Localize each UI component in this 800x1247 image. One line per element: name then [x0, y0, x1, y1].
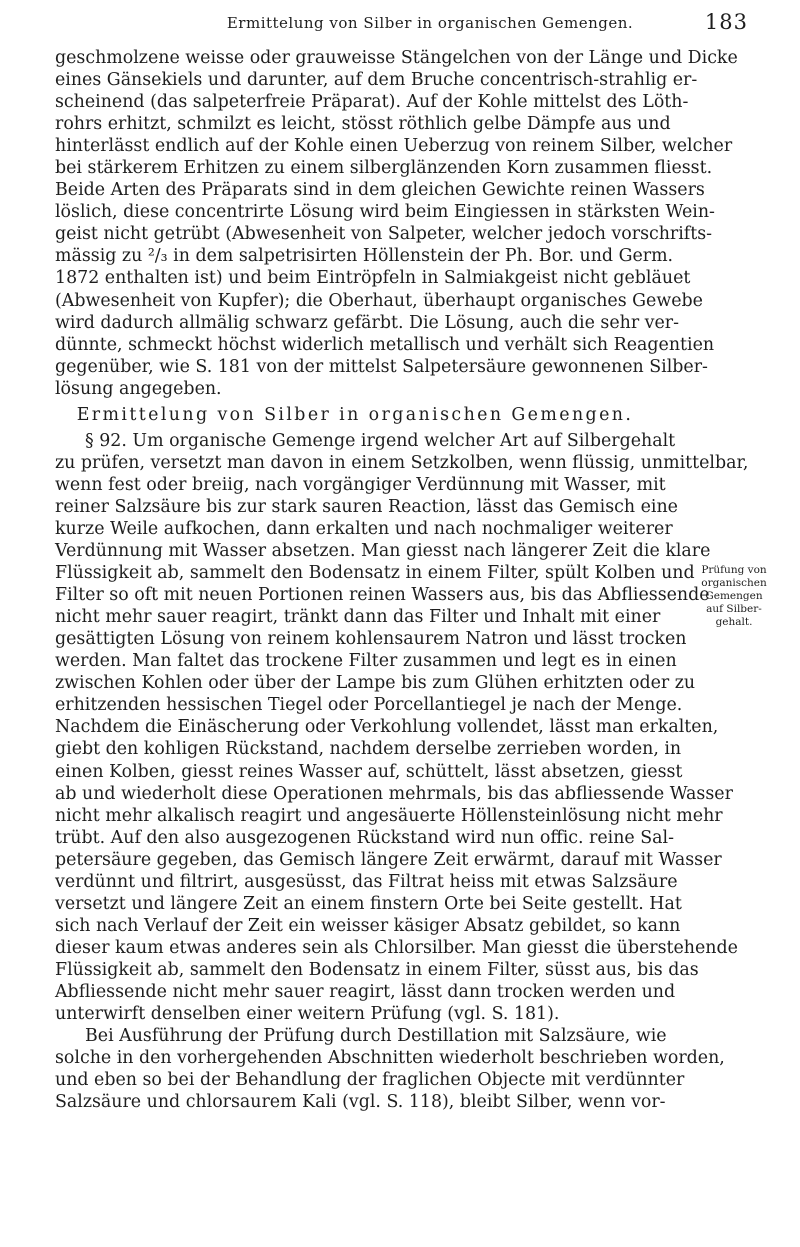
text-line: mässig zu ²/₃ in dem salpetrisirten Höllenstein der Ph. Bor. und Germ. — [55, 246, 674, 267]
text-line: Flüssigkeit ab, sammelt den Bodensatz in einem Filter, spült Kolben und — [55, 563, 695, 584]
text-line: und eben so bei der Behandlung der fraglichen Objecte mit verdünnter — [55, 1070, 685, 1091]
text-line: gesättigten Lösung von reinem kohlensaurem Natron und lässt trocken — [55, 629, 687, 650]
text-line: lösung angegeben. — [55, 378, 222, 399]
text-line: eines Gänsekiels und darunter, auf dem Bruche concentrisch-strahlig er- — [55, 70, 698, 91]
text-line: versetzt und längere Zeit an einem finstern Orte bei Seite gestellt. Hat — [55, 893, 682, 914]
text-line: nicht mehr alkalisch reagirt und angesäuerte Höllensteinlösung nicht mehr — [55, 805, 723, 826]
text-line: bei stärkerem Erhitzen zu einem silberglänzenden Korn zusammen fliesst. — [55, 158, 713, 179]
text-line: Nachdem die Einäscherung oder Verkohlung vollendet, lässt man erkalten, — [55, 717, 719, 738]
text-line: Salzsäure und chlorsaurem Kali (vgl. S. 118), bleibt Silber, wenn vor- — [55, 1092, 666, 1113]
text-line: reiner Salzsäure bis zur stark sauren Reaction, lässt das Gemisch eine — [55, 496, 678, 517]
paragraph-1 — [55, 47, 738, 400]
text-line: ab und wiederholt diese Operationen mehrmals, bis das abfliessende Wasser — [55, 783, 733, 804]
text-line: Filter so oft mit neuen Portionen reinen Wassers aus, bis das Abfliessende — [55, 585, 710, 606]
text-line: solche in den vorhergehenden Abschnitten wiederholt beschrieben worden, — [55, 1048, 725, 1069]
paragraph-3 — [55, 1025, 725, 1113]
text-line: 1872 enthalten ist) und beim Eintröpfeln in Salmiakgeist nicht gebläuet — [55, 268, 691, 289]
text-line: trübt. Auf den also ausgezogenen Rückstand wird nun offic. reine Sal- — [55, 827, 674, 848]
text-line: einen Kolben, giesst reines Wasser auf, schüttelt, lässt absetzen, giesst — [55, 761, 683, 782]
text-line: sich nach Verlauf der Zeit ein weisser käsiger Absatz gebildet, so kann — [55, 915, 681, 936]
text-line: unterwirft denselben einer weitern Prüfung (vgl. S. 181). — [55, 1004, 560, 1025]
text-line: erhitzenden hessischen Tiegel oder Porcellantiegel je nach der Menge. — [55, 695, 683, 716]
text-line: (Abwesenheit von Kupfer); die Oberhaut, überhaupt organisches Gewebe — [55, 290, 703, 311]
text-line: löslich, diese concentrirte Lösung wird beim Eingiessen in stärksten Wein- — [55, 202, 715, 223]
text-line: wird dadurch allmälig schwarz gefärbt. Die Lösung, auch die sehr ver- — [55, 312, 679, 333]
section-heading: Ermittelung von Silber in organischen Gemengen. — [76, 404, 634, 425]
running-title: Ermittelung von Silber in organischen Gemengen. — [226, 14, 634, 32]
marginal-note-line: auf Silber- — [706, 603, 762, 615]
text-line: dieser kaum etwas anderes sein als Chlorsilber. Man giesst die überstehende — [55, 937, 738, 958]
marginal-note-line: Prüfung von — [701, 564, 767, 576]
text-line: wenn fest oder breiig, nach vorgängiger Verdünnung mit Wasser, mit — [55, 474, 666, 495]
text-line: petersäure gegeben, das Gemisch längere Zeit erwärmt, darauf mit Wasser — [55, 849, 722, 870]
text-line: werden. Man faltet das trockene Filter zusammen und legt es in einen — [55, 651, 677, 672]
text-line: Bei Ausführung der Prüfung durch Destillation mit Salzsäure, wie — [85, 1026, 667, 1047]
text-line: kurze Weile aufkochen, dann erkalten und nach nochmaliger weiterer — [55, 518, 673, 539]
text-line: hinterlässt endlich auf der Kohle einen Ueberzug von reinem Silber, welcher — [55, 136, 733, 157]
text-line: giebt den kohligen Rückstand, nachdem derselbe zerrieben worden, in — [55, 739, 682, 760]
text-line: dünnte, schmeckt höchst widerlich metallisch und verhält sich Reagentien — [55, 334, 715, 355]
text-line: nicht mehr sauer reagirt, tränkt dann das Filter und Inhalt mit einer — [55, 607, 661, 628]
text-line: Verdünnung mit Wasser absetzen. Man giesst nach längerer Zeit die klare — [55, 541, 711, 562]
text-line: zwischen Kohlen oder über der Lampe bis zum Glühen erhitzten oder zu — [55, 673, 696, 694]
text-line: scheinend (das salpeterfreie Präparat). Auf der Kohle mittelst des Löth- — [55, 92, 689, 113]
text-line: Abfliessende nicht mehr sauer reagirt, lässt dann trocken werden und — [55, 981, 676, 1002]
page-number: 183 — [704, 10, 748, 34]
text-line: gegenüber, wie S. 181 von der mittelst Salpetersäure gewonnenen Silber- — [55, 356, 708, 377]
text-line: Flüssigkeit ab, sammelt den Bodensatz in einem Filter, süsst aus, bis das — [55, 959, 699, 980]
text-line: verdünnt und filtrirt, ausgesüsst, das Filtrat heiss mit etwas Salzsäure — [55, 871, 678, 892]
text-line: rohrs erhitzt, schmilzt es leicht, stösst röthlich gelbe Dämpfe aus und — [55, 114, 671, 135]
text-line: geist nicht getrübt (Abwesenheit von Salpeter, welcher jedoch vorschrifts- — [55, 224, 713, 245]
text-line: Beide Arten des Präparats sind in dem gleichen Gewichte reinen Wassers — [55, 180, 705, 201]
marginal-note-line: gehalt. — [715, 616, 753, 628]
page-header — [150, 10, 748, 38]
marginal-note — [674, 564, 794, 629]
marginal-note-line: Gemengen — [705, 590, 763, 602]
text-line: geschmolzene weisse oder grauweisse Stängelchen von der Länge und Dicke — [55, 48, 738, 68]
marginal-note-line: organischen — [701, 577, 767, 589]
text-line: zu prüfen, versetzt man davon in einem Setzkolben, wenn flüssig, unmittelbar, — [55, 452, 749, 473]
text-line: § 92. Um organische Gemenge irgend welcher Art auf Silbergehalt — [85, 430, 676, 451]
